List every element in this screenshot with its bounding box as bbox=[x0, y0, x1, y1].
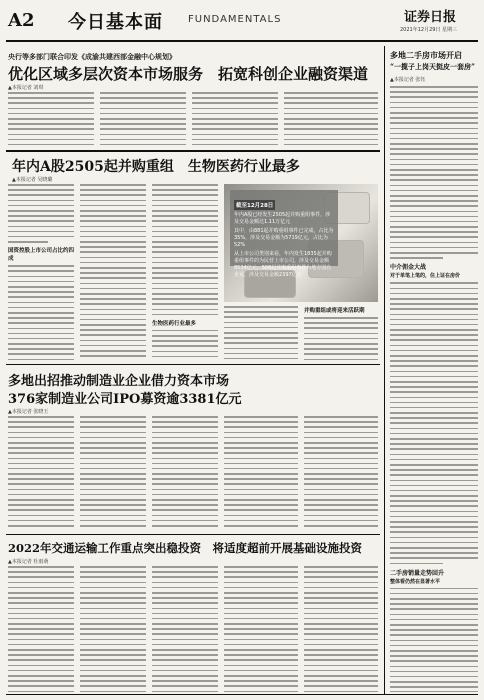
ipo-bottom-rule bbox=[6, 534, 380, 535]
feature-col-2 bbox=[80, 184, 146, 360]
sidebar-headline-2: “一揽子上岗天挺皮一套房” bbox=[390, 62, 476, 71]
lead-col-2 bbox=[100, 92, 186, 148]
infobox-line: 年内A股已经发生2505起并购重组事件，涉及交易金额达1.11万亿元 bbox=[234, 212, 331, 225]
page-number: A2 bbox=[8, 10, 35, 31]
sidebar-subhead-4: 整体看仍然在显著水平 bbox=[390, 578, 441, 585]
transport-headline: 2022年交通运输工作重点突出稳投资 将适度超前开展基础设施投资 bbox=[8, 541, 363, 555]
sidebar-subhead-3: 二手房销量走势回升 bbox=[390, 569, 445, 577]
infobox-line: 其中，由881起并购重组事件已完成，占比为35%，涉及交易金额为5719亿元，占比为52% bbox=[234, 228, 334, 248]
lead-kicker: 央行等多部门联合印发《成渝共建西部金融中心规划》 bbox=[8, 52, 176, 61]
paper-logo: 证券日报 bbox=[404, 10, 457, 25]
feature-byline: ▲本报记者 吴晓璐 bbox=[12, 177, 53, 183]
feature-subhead-3: 并购重组或将迎来活跃期 bbox=[304, 308, 365, 314]
sidebar-subhead-2: 对于单笔上笔的，住上证在房价 bbox=[390, 273, 461, 280]
page-header bbox=[0, 0, 484, 42]
lead-byline: ▲本报记者 刘琪 bbox=[8, 85, 44, 91]
ipo-col-1 bbox=[8, 416, 74, 528]
sidebar-byline: ▲本报记者 张钰 bbox=[390, 77, 426, 83]
infobox-line: 从上市公司类别来看，年内发生1835起并购重组事件的为民营上市公司，涉及交易金额8534亿元，508起并购重组事件为地方国有企业，涉及交易金额2397亿元 bbox=[234, 251, 332, 278]
ipo-headline-2: 376家制造业公司IPO募资逾3381亿元 bbox=[8, 392, 242, 407]
feature-col-5 bbox=[304, 306, 378, 360]
transport-col-1 bbox=[8, 566, 74, 692]
transport-col-5 bbox=[304, 566, 378, 692]
transport-col-4 bbox=[224, 566, 298, 692]
ipo-headline-1: 多地出招推动制造业企业借力资本市场 bbox=[8, 374, 230, 389]
sidebar-divider bbox=[384, 46, 385, 694]
feature-col-3 bbox=[152, 184, 218, 360]
sidebar-body bbox=[390, 86, 478, 692]
infobox-title: 截至12月28日 bbox=[234, 200, 275, 210]
ipo-col-5 bbox=[304, 416, 378, 528]
ipo-col-4 bbox=[224, 416, 298, 528]
footer-rule bbox=[6, 694, 478, 695]
feature-infobox bbox=[230, 190, 338, 278]
feature-headline: 年内A股2505起并购重组 生物医药行业最多 bbox=[12, 159, 300, 175]
lead-col-1 bbox=[8, 92, 94, 148]
feature-photo bbox=[224, 184, 378, 302]
transport-col-2 bbox=[80, 566, 146, 692]
transport-byline: ▲本报记者 杜雨萌 bbox=[8, 559, 49, 565]
section-title-en: FUNDAMENTALS bbox=[188, 14, 282, 25]
sidebar-subhead-1: 中介佣金大战 bbox=[390, 264, 427, 272]
lead-bottom-rule bbox=[6, 150, 380, 152]
feature-subhead-1: 国资控股上市公司占比约四成 bbox=[8, 248, 74, 263]
feature-bottom-rule bbox=[6, 364, 380, 365]
ipo-col-3 bbox=[152, 416, 218, 528]
lead-col-3 bbox=[192, 92, 278, 148]
lead-headline: 优化区域多层次资本市场服务 拓宽科创企业融资渠道 bbox=[8, 65, 369, 83]
feature-col-4 bbox=[224, 306, 298, 360]
date-line: 2021年12月29日 星期三 bbox=[400, 27, 458, 33]
sidebar-headline-1: 多地二手房市场开启 bbox=[390, 50, 462, 60]
section-title: 今日基本面 bbox=[68, 12, 163, 33]
feature-col-1 bbox=[8, 184, 74, 360]
header-rule bbox=[6, 40, 478, 42]
ipo-byline: ▲本报记者 张晓玉 bbox=[8, 409, 49, 415]
ipo-col-2 bbox=[80, 416, 146, 528]
lead-col-4 bbox=[284, 92, 378, 148]
transport-col-3 bbox=[152, 566, 218, 692]
feature-subhead-2: 生物医药行业最多 bbox=[152, 320, 197, 327]
